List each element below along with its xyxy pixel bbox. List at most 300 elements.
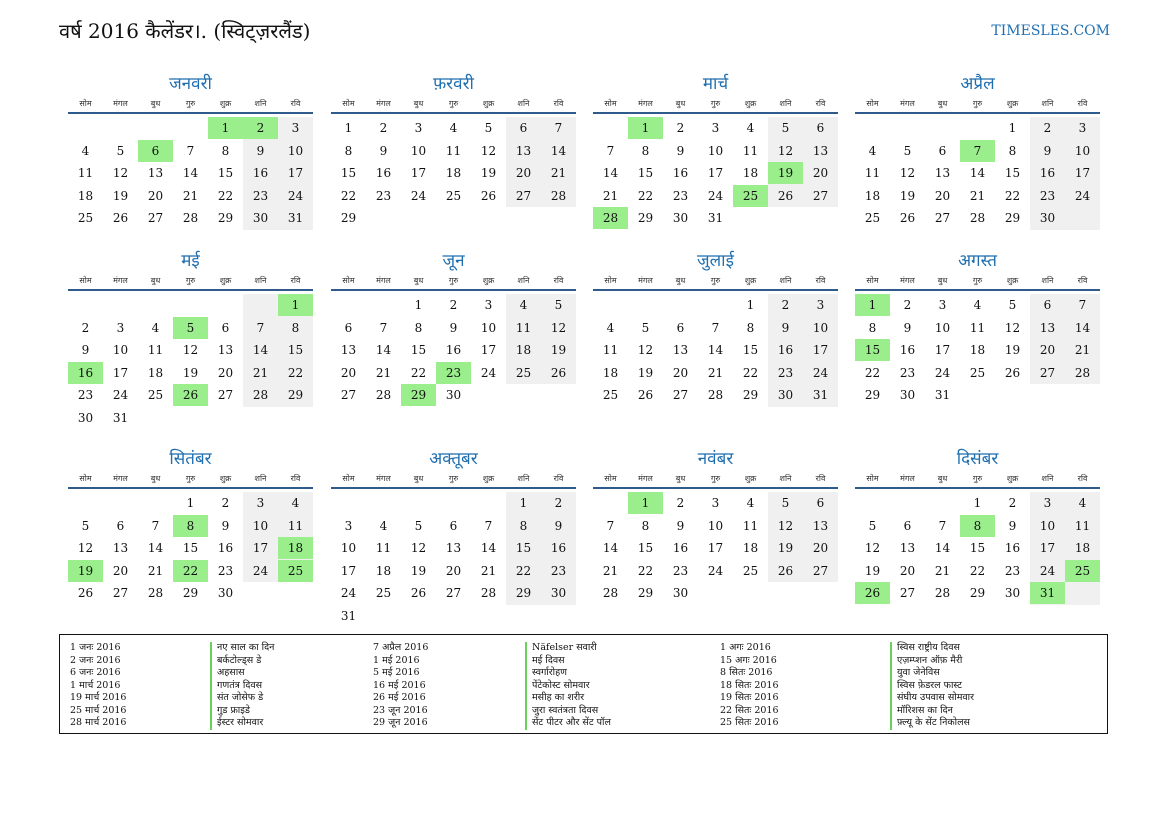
day-cell: 13 (934, 166, 951, 180)
day-cell: 2 (81, 320, 90, 335)
day-cell: 26 (1004, 365, 1021, 380)
day-cell: 25 (147, 388, 164, 402)
day-cell: 20 (217, 365, 234, 380)
weekday-header (855, 473, 1100, 489)
month-name: अप्रैल (960, 74, 995, 94)
day-grid (855, 489, 1100, 627)
day-cell: 26 (777, 188, 794, 203)
day-cell: 28 (550, 188, 567, 203)
day-cell: 5 (1008, 298, 1017, 312)
day-cell: 17 (410, 166, 427, 180)
holiday-name: गणतंत्र दिवस (217, 679, 263, 691)
weekday-label: शनि (779, 276, 792, 285)
holiday-day-cell: 28 (593, 207, 628, 229)
day-cell: 23 (375, 188, 392, 203)
day-cell: 7 (484, 518, 493, 533)
month-name: मई (181, 251, 200, 271)
weekday-label: शनि (517, 276, 530, 285)
day-cell: 18 (602, 365, 619, 380)
weekday-header (593, 98, 838, 114)
month-block (68, 249, 313, 429)
month-name: जनवरी (169, 74, 212, 94)
day-cell: 2 (449, 298, 458, 312)
weekday-label: गुरु (185, 99, 196, 108)
weekday-label: सोम (79, 99, 92, 108)
day-cell: 24 (252, 563, 269, 578)
day-cell: 23 (217, 563, 234, 578)
holiday-day-cell: 6 (138, 140, 173, 162)
month-name: सितंबर (169, 449, 212, 469)
day-cell: 1 (344, 121, 353, 135)
day-cell: 12 (410, 541, 427, 555)
day-cell: 14 (252, 343, 269, 357)
holiday-date-column (70, 642, 126, 730)
day-cell: 4 (606, 320, 615, 335)
month-block (855, 249, 1100, 429)
day-cell: 13 (515, 143, 532, 158)
day-cell: 10 (1039, 518, 1056, 533)
day-cell: 11 (287, 518, 304, 533)
day-cell: 29 (340, 211, 357, 225)
weekday-label: शुक्र (219, 99, 232, 108)
day-cell: 27 (340, 388, 357, 402)
day-cell: 29 (864, 388, 881, 402)
day-cell: 24 (287, 188, 304, 203)
weekday-label: रवि (1077, 276, 1088, 285)
day-cell: 3 (938, 298, 947, 312)
weekday-label: रवि (553, 99, 564, 108)
day-cell: 12 (182, 343, 199, 357)
day-cell: 27 (515, 188, 532, 203)
holiday-name: स्वर्गारोहण (532, 667, 568, 678)
day-cell: 24 (707, 563, 724, 578)
day-cell: 1 (414, 298, 423, 312)
day-cell: 19 (550, 343, 567, 357)
weekday-header (593, 275, 838, 291)
holiday-name: गुड फ्राइडे (217, 704, 250, 716)
day-cell: 20 (340, 365, 357, 380)
day-cell: 31 (340, 608, 357, 623)
day-cell: 13 (112, 541, 129, 555)
day-cell: 16 (899, 343, 916, 357)
day-cell: 17 (934, 343, 951, 357)
day-cell: 16 (777, 343, 794, 357)
weekday-label: बुध (413, 99, 424, 108)
day-cell: 4 (1078, 496, 1087, 510)
day-cell: 20 (899, 563, 916, 578)
day-cell: 5 (903, 143, 912, 158)
day-cell: 4 (151, 320, 160, 335)
day-cell: 24 (1074, 188, 1091, 203)
weekday-label: रवि (815, 276, 826, 285)
day-cell: 26 (637, 388, 654, 402)
weekday-label: बुध (150, 474, 161, 483)
day-cell: 28 (1074, 365, 1091, 380)
holiday-day-cell: 1 (208, 117, 243, 139)
day-cell: 6 (116, 518, 125, 533)
day-cell: 30 (217, 586, 234, 600)
day-cell: 12 (112, 166, 129, 180)
day-cell: 10 (812, 320, 829, 335)
weekday-header (331, 275, 576, 291)
day-cell: 3 (1078, 121, 1087, 135)
day-cell: 1 (519, 496, 528, 510)
weekday-label: गुरु (972, 474, 983, 483)
weekday-label: सोम (866, 99, 879, 108)
holiday-date: 6 जनः 2016 (70, 667, 121, 678)
day-cell: 20 (812, 541, 829, 555)
day-cell: 24 (410, 188, 427, 203)
day-cell: 2 (781, 298, 790, 312)
weekday-label: बुध (937, 474, 948, 483)
day-cell: 11 (602, 343, 619, 357)
weekday-label: गुरु (448, 276, 459, 285)
day-cell: 15 (1004, 166, 1021, 180)
day-cell: 18 (1074, 541, 1091, 555)
month-name: अगस्त (958, 251, 997, 271)
day-cell: 18 (969, 343, 986, 357)
day-cell: 11 (742, 518, 759, 533)
holiday-name: पेंटेकोस्ट सोमवार (532, 679, 590, 691)
day-grid (68, 489, 313, 627)
day-cell: 7 (379, 320, 388, 335)
weekday-label: शनि (254, 276, 267, 285)
day-cell: 22 (217, 188, 234, 203)
day-cell: 15 (742, 343, 759, 357)
day-cell: 26 (550, 365, 567, 380)
holiday-name: फ़्ल्यू के सेंट निकोलस (897, 717, 970, 728)
holiday-date: 1 मार्च 2016 (70, 679, 121, 691)
day-grid (593, 291, 838, 429)
day-cell: 5 (781, 121, 790, 135)
day-cell: 22 (410, 365, 427, 380)
day-cell: 16 (672, 166, 689, 180)
weekday-header (68, 98, 313, 114)
weekday-label: सोम (342, 474, 355, 483)
day-grid (331, 114, 576, 252)
day-cell: 21 (550, 166, 567, 180)
weekday-label: गुरु (710, 99, 721, 108)
weekday-label: शनि (1041, 474, 1054, 483)
day-cell: 27 (934, 211, 951, 225)
holiday-day-cell: 16 (68, 362, 103, 384)
weekday-label: शनि (1041, 276, 1054, 285)
weekday-label: शनि (779, 474, 792, 483)
day-cell: 21 (1074, 343, 1091, 357)
day-cell: 3 (414, 121, 423, 135)
day-cell: 21 (480, 563, 497, 578)
day-cell: 18 (864, 188, 881, 203)
month-block (331, 447, 576, 627)
holiday-day-cell: 25 (278, 560, 313, 582)
holiday-date: 29 जून 2016 (373, 717, 428, 728)
holiday-date: 22 सितः 2016 (720, 704, 779, 716)
day-cell: 29 (637, 586, 654, 600)
day-cell: 29 (637, 211, 654, 225)
day-cell: 28 (480, 586, 497, 600)
day-cell: 22 (742, 365, 759, 380)
day-cell: 30 (252, 211, 269, 225)
day-cell: 22 (637, 188, 654, 203)
day-cell: 15 (217, 166, 234, 180)
day-cell: 10 (934, 320, 951, 335)
day-cell: 10 (252, 518, 269, 533)
weekday-label: बुध (150, 276, 161, 285)
day-cell: 18 (445, 166, 462, 180)
day-cell: 13 (812, 143, 829, 158)
weekday-label: गुरु (710, 474, 721, 483)
day-cell: 25 (445, 188, 462, 203)
weekday-label: मंगल (900, 276, 915, 285)
weekday-label: रवि (815, 474, 826, 483)
day-cell: 14 (602, 541, 619, 555)
day-cell: 4 (868, 143, 877, 158)
day-cell: 20 (672, 365, 689, 380)
holiday-date: 18 सितः 2016 (720, 679, 779, 691)
day-cell: 23 (777, 365, 794, 380)
day-cell: 26 (480, 188, 497, 203)
weekday-label: मंगल (113, 474, 128, 483)
day-cell: 30 (1004, 586, 1021, 600)
day-cell: 7 (606, 143, 615, 158)
weekday-label: मंगल (638, 276, 653, 285)
holiday-date: 19 मार्च 2016 (70, 692, 127, 703)
holiday-name: बर्कटोल्ड्स डे (217, 654, 262, 666)
day-cell: 31 (112, 410, 129, 425)
day-cell: 6 (1043, 298, 1052, 312)
holiday-date: 28 मार्च 2016 (70, 717, 127, 728)
day-cell: 6 (816, 121, 825, 135)
weekday-label: शुक्र (744, 99, 757, 108)
day-cell: 21 (375, 365, 392, 380)
day-cell: 7 (186, 143, 195, 158)
day-cell: 28 (252, 388, 269, 402)
day-cell: 9 (781, 320, 790, 335)
weekday-label: सोम (604, 99, 617, 108)
weekday-label: गुरु (972, 276, 983, 285)
day-cell: 4 (291, 496, 300, 510)
day-cell: 16 (1004, 541, 1021, 555)
holiday-date: 1 मई 2016 (373, 654, 420, 666)
weekday-label: रवि (290, 99, 301, 108)
weekday-label: गुरु (972, 99, 983, 108)
weekday-label: गुरु (448, 99, 459, 108)
weekday-header (331, 473, 576, 489)
day-cell: 9 (676, 143, 685, 158)
day-cell: 20 (515, 166, 532, 180)
month-block (593, 447, 838, 627)
day-cell: 27 (112, 586, 129, 600)
weekday-label: मंगल (900, 474, 915, 483)
weekday-label: रवि (553, 474, 564, 483)
day-cell: 6 (519, 121, 528, 135)
day-cell: 13 (899, 541, 916, 555)
day-cell: 30 (672, 586, 689, 600)
weekday-label: शुक्र (1006, 276, 1019, 285)
weekday-label: शनि (254, 474, 267, 483)
day-cell: 23 (899, 365, 916, 380)
day-cell: 16 (375, 166, 392, 180)
day-cell: 9 (81, 343, 90, 357)
weekday-label: शुक्र (1006, 99, 1019, 108)
day-cell: 2 (1008, 496, 1017, 510)
day-cell: 30 (445, 388, 462, 402)
day-cell: 13 (147, 166, 164, 180)
day-cell: 14 (182, 166, 199, 180)
holiday-date: 8 सितः 2016 (720, 667, 773, 678)
weekday-label: शनि (779, 99, 792, 108)
weekday-label: मंगल (376, 276, 391, 285)
day-cell: 14 (375, 343, 392, 357)
holiday-date: 2 जनः 2016 (70, 654, 121, 666)
day-cell: 27 (672, 388, 689, 402)
day-cell: 13 (1039, 320, 1056, 335)
weekday-label: गुरु (185, 474, 196, 483)
day-cell: 28 (602, 586, 619, 600)
day-cell: 24 (340, 586, 357, 600)
day-cell: 15 (410, 343, 427, 357)
weekday-label: रवि (1077, 99, 1088, 108)
day-cell: 7 (256, 320, 265, 335)
day-cell: 27 (812, 563, 829, 578)
holiday-name: मॉरिशस का दिन (897, 704, 953, 716)
month-block (593, 249, 838, 429)
holiday-date-column (720, 642, 779, 730)
day-cell: 14 (1074, 320, 1091, 335)
day-cell: 5 (81, 518, 90, 533)
day-cell: 10 (112, 343, 129, 357)
day-cell: 11 (1074, 518, 1091, 533)
day-grid (593, 114, 838, 252)
day-cell: 17 (112, 365, 129, 380)
holiday-name-column (890, 642, 974, 730)
day-cell: 10 (707, 143, 724, 158)
weekday-label: रवि (1077, 474, 1088, 483)
day-grid (855, 291, 1100, 429)
day-cell: 27 (1039, 365, 1056, 380)
day-cell: 1 (186, 496, 195, 510)
day-cell: 29 (1004, 211, 1021, 225)
day-cell: 5 (116, 143, 125, 158)
weekday-label: बुध (413, 276, 424, 285)
site-link[interactable]: TIMESLES.COM (991, 23, 1110, 39)
day-cell: 13 (672, 343, 689, 357)
day-cell: 2 (676, 496, 685, 510)
day-cell: 9 (676, 518, 685, 533)
day-cell: 23 (1039, 188, 1056, 203)
day-cell: 12 (1004, 320, 1021, 335)
day-cell: 20 (112, 563, 129, 578)
weekday-label: शुक्र (482, 99, 495, 108)
weekday-label: बुध (675, 474, 686, 483)
holiday-name: मई दिवस (532, 654, 565, 666)
day-cell: 10 (410, 143, 427, 158)
day-cell: 30 (550, 586, 567, 600)
month-block (331, 249, 576, 429)
day-cell: 5 (868, 518, 877, 533)
day-cell: 12 (550, 320, 567, 335)
holiday-date: 16 मई 2016 (373, 679, 426, 691)
holiday-date: 19 सितः 2016 (720, 692, 779, 703)
day-cell: 14 (969, 166, 986, 180)
day-cell: 2 (379, 121, 388, 135)
holiday-name: संघीय उपवास सोमवार (897, 692, 975, 703)
day-grid (331, 291, 576, 429)
weekday-label: शुक्र (482, 474, 495, 483)
day-grid (593, 489, 838, 627)
weekday-label: रवि (553, 276, 564, 285)
day-cell: 27 (147, 211, 164, 225)
day-cell: 20 (445, 563, 462, 578)
day-cell: 8 (291, 320, 300, 335)
day-cell: 15 (287, 343, 304, 357)
day-grid (331, 489, 576, 627)
day-cell: 18 (742, 541, 759, 555)
holiday-name: अहसास (217, 667, 245, 678)
day-cell: 21 (602, 188, 619, 203)
day-cell: 12 (637, 343, 654, 357)
holiday-day-cell: 1 (628, 117, 663, 139)
day-cell: 22 (340, 188, 357, 203)
day-cell: 11 (77, 166, 94, 180)
day-cell: 14 (602, 166, 619, 180)
day-cell: 25 (602, 388, 619, 402)
day-cell: 2 (554, 496, 563, 510)
holiday-date: 1 अगः 2016 (720, 642, 771, 653)
day-cell: 18 (147, 365, 164, 380)
day-cell: 24 (707, 188, 724, 203)
day-cell: 4 (519, 298, 528, 312)
day-cell: 30 (899, 388, 916, 402)
day-cell: 22 (1004, 188, 1021, 203)
day-cell: 7 (711, 320, 720, 335)
weekday-label: सोम (342, 99, 355, 108)
holiday-date-column (373, 642, 428, 730)
day-cell: 31 (287, 211, 304, 225)
weekday-label: शुक्र (744, 276, 757, 285)
holiday-date: 23 जून 2016 (373, 704, 428, 716)
day-cell: 19 (864, 563, 881, 578)
day-cell: 7 (1078, 298, 1087, 312)
day-cell: 4 (973, 298, 982, 312)
day-cell: 6 (938, 143, 947, 158)
day-cell: 5 (484, 121, 493, 135)
day-cell: 31 (934, 388, 951, 402)
day-cell: 6 (221, 320, 230, 335)
weekday-label: बुध (675, 276, 686, 285)
day-cell: 21 (934, 563, 951, 578)
day-cell: 15 (969, 541, 986, 555)
holiday-name: स्विस फ़ेडरल फास्ट (897, 679, 962, 691)
weekday-label: सोम (79, 474, 92, 483)
day-cell: 20 (1039, 343, 1056, 357)
day-cell: 14 (550, 143, 567, 158)
weekday-header (331, 98, 576, 114)
day-cell: 22 (515, 563, 532, 578)
weekday-header (855, 98, 1100, 114)
day-cell: 1 (746, 298, 755, 312)
day-cell: 6 (344, 320, 353, 335)
day-cell: 17 (480, 343, 497, 357)
day-cell: 4 (81, 143, 90, 158)
day-cell: 12 (864, 541, 881, 555)
day-cell: 8 (414, 320, 423, 335)
day-cell: 27 (899, 586, 916, 600)
day-cell: 15 (515, 541, 532, 555)
day-cell: 9 (221, 518, 230, 533)
holiday-day-cell: 1 (278, 294, 313, 316)
day-cell: 12 (77, 541, 94, 555)
